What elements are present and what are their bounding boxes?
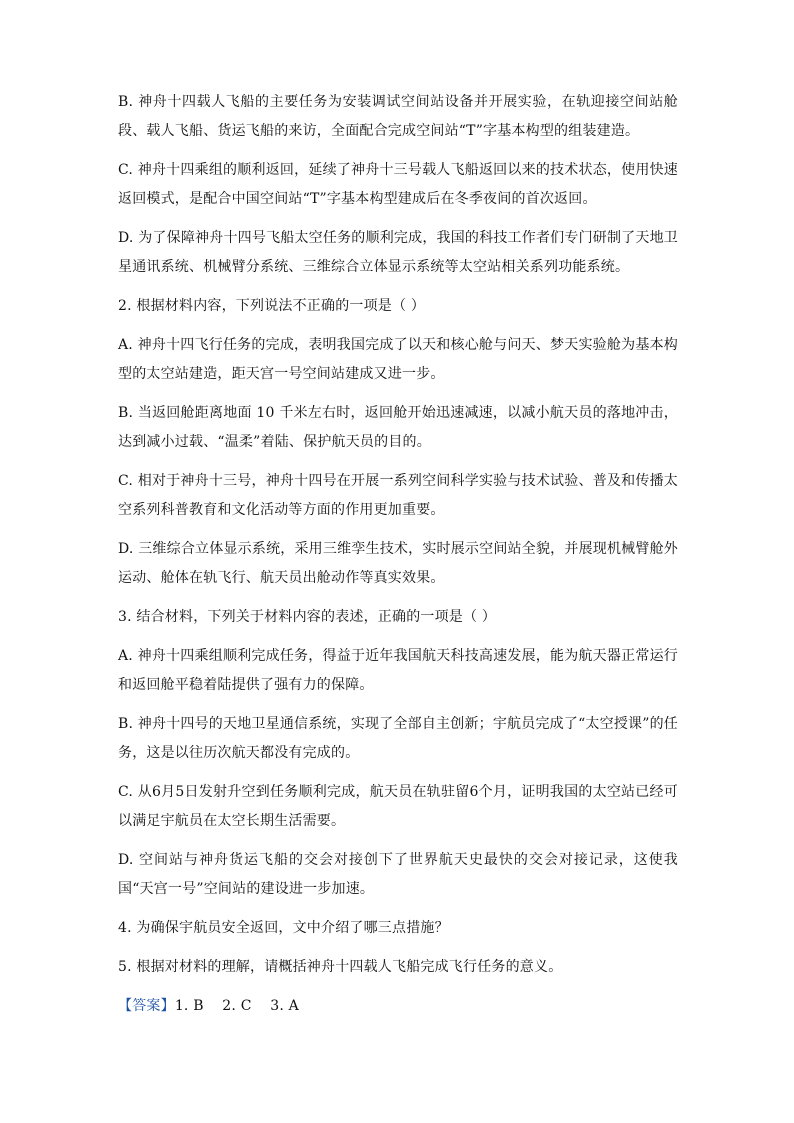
q2-option-b: B. 当返回舱距离地面 10 千米左右时，返回舱开始迅速减速，以减小航天员的落地冲击，达到减小过载、“温柔”着陆、保护航天员的目的。: [118, 405, 678, 450]
answer-line: [118, 992, 678, 1021]
question-2-stem: 2. 根据材料内容，下列说法不正确的一项是（ ）: [118, 298, 426, 314]
q1-option-c: C. 神舟十四乘组的顺利返回，延续了神舟十三号载人飞船返回以来的技术状态，使用快速返回模式，是配合中国空间站“T”字基本构型建成后在冬季夜间的首次返回。: [118, 162, 678, 207]
q1-option-d: D. 为了保障神舟十四号飞船太空任务的顺利完成，我国的科技工作者们专门研制了天地卫星通讯系统、机械臂分系统、三维综合立体显示系统等太空站相关系列功能系统。: [118, 230, 678, 275]
question-4-stem: 4. 为确保宇航员安全返回，文中介绍了哪三点措施？: [118, 920, 449, 936]
document-page: [118, 88, 678, 1031]
q3-option-b: B. 神舟十四号的天地卫星通信系统，实现了全部自主创新；宇航员完成了“太空授课”的任务，这是以往历次航天都没有完成的。: [118, 716, 678, 761]
q2-option-a: A. 神舟十四飞行任务的完成，表明我国完成了以天和核心舱与问天、梦天实验舱为基本构型的太空站建造，距天宫一号空间站建成又进一步。: [118, 337, 678, 382]
q3-option-d: D. 空间站与神舟货运飞船的交会对接创下了世界航天史最快的交会对接记录，这使我国“天宫一号”空间站的建设进一步加速。: [118, 852, 678, 897]
question-5-stem: 5. 根据对材料的理解，请概括神舟十四载人飞船完成飞行任务的意义。: [118, 959, 563, 975]
q1-option-b: B. 神舟十四载人飞船的主要任务为安装调试空间站设备并开展实验，在轨迎接空间站舱段、载人飞船、货运飞船的来访，全面配合完成空间站“T”字基本构型的组装建造。: [118, 94, 678, 139]
answer-label: 【答案】: [118, 998, 175, 1014]
q2-option-d: D. 三维综合立体显示系统，采用三维孪生技术，实时展示空间站全貌，并展现机械臂舱外运动、舱体在轨飞行、航天员出舱动作等真实效果。: [118, 541, 678, 586]
question-3-stem: 3. 结合材料，下列关于材料内容的表述，正确的一项是（ ）: [118, 609, 497, 625]
answer-value: 1. B 2. C 3. A: [174, 998, 299, 1014]
q3-option-a: A. 神舟十四乘组顺利完成任务，得益于近年我国航天科技高速发展，能为航天器正常运行和返回舱平稳着陆提供了强有力的保障。: [118, 648, 678, 693]
q2-option-c: C. 相对于神舟十三号，神舟十四号在开展一系列空间科学实验与技术试验、普及和传播太空系列科普教育和文化活动等方面的作用更加重要。: [118, 473, 678, 518]
q3-option-c: C. 从6月5日发射升空到任务顺利完成，航天员在轨驻留6个月，证明我国的太空站已经可以满足宇航员在太空长期生活需要。: [118, 784, 678, 829]
